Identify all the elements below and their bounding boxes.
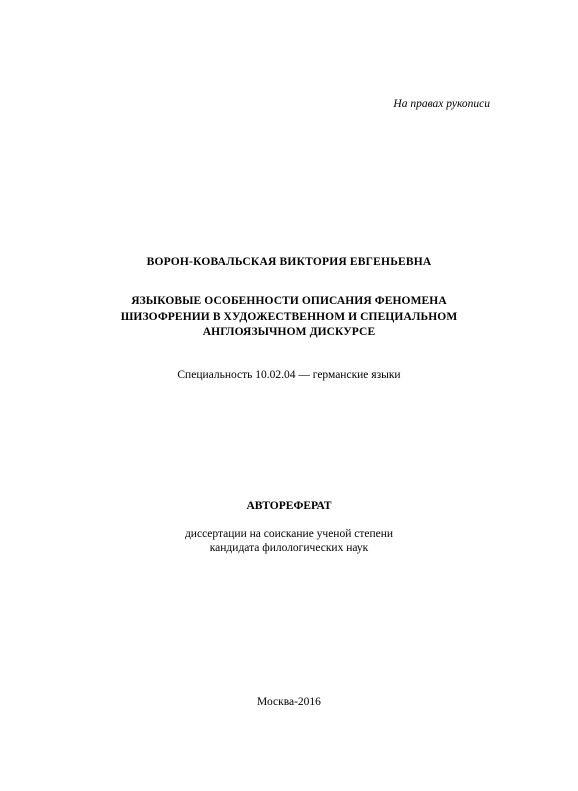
description-line-2: кандидата филологических наук bbox=[209, 542, 369, 554]
thesis-title-line-3: АНГЛОЯЗЫЧНОМ ДИСКУРСЕ bbox=[202, 326, 376, 338]
abstract-heading: АВТОРЕФЕРАТ bbox=[246, 500, 332, 512]
author-name: ВОРОН-КОВАЛЬСКАЯ ВИКТОРИЯ ЕВГЕНЬЕВНА bbox=[146, 256, 432, 268]
thesis-title-line-2: ШИЗОФРЕНИИ В ХУДОЖЕСТВЕННОМ И СПЕЦИАЛЬНОМ bbox=[120, 311, 458, 323]
specialty-line: Специальность 10.02.04 — германские языки bbox=[177, 369, 401, 381]
description-line-1: диссертации на соискание ученой степени bbox=[184, 528, 394, 540]
thesis-title-line-1: ЯЗЫКОВЫЕ ОСОБЕННОСТИ ОПИСАНИЯ ФЕНОМЕНА bbox=[131, 295, 447, 307]
place-and-year: Москва-2016 bbox=[257, 696, 321, 708]
manuscript-rights-note: На правах рукописи bbox=[393, 98, 490, 110]
